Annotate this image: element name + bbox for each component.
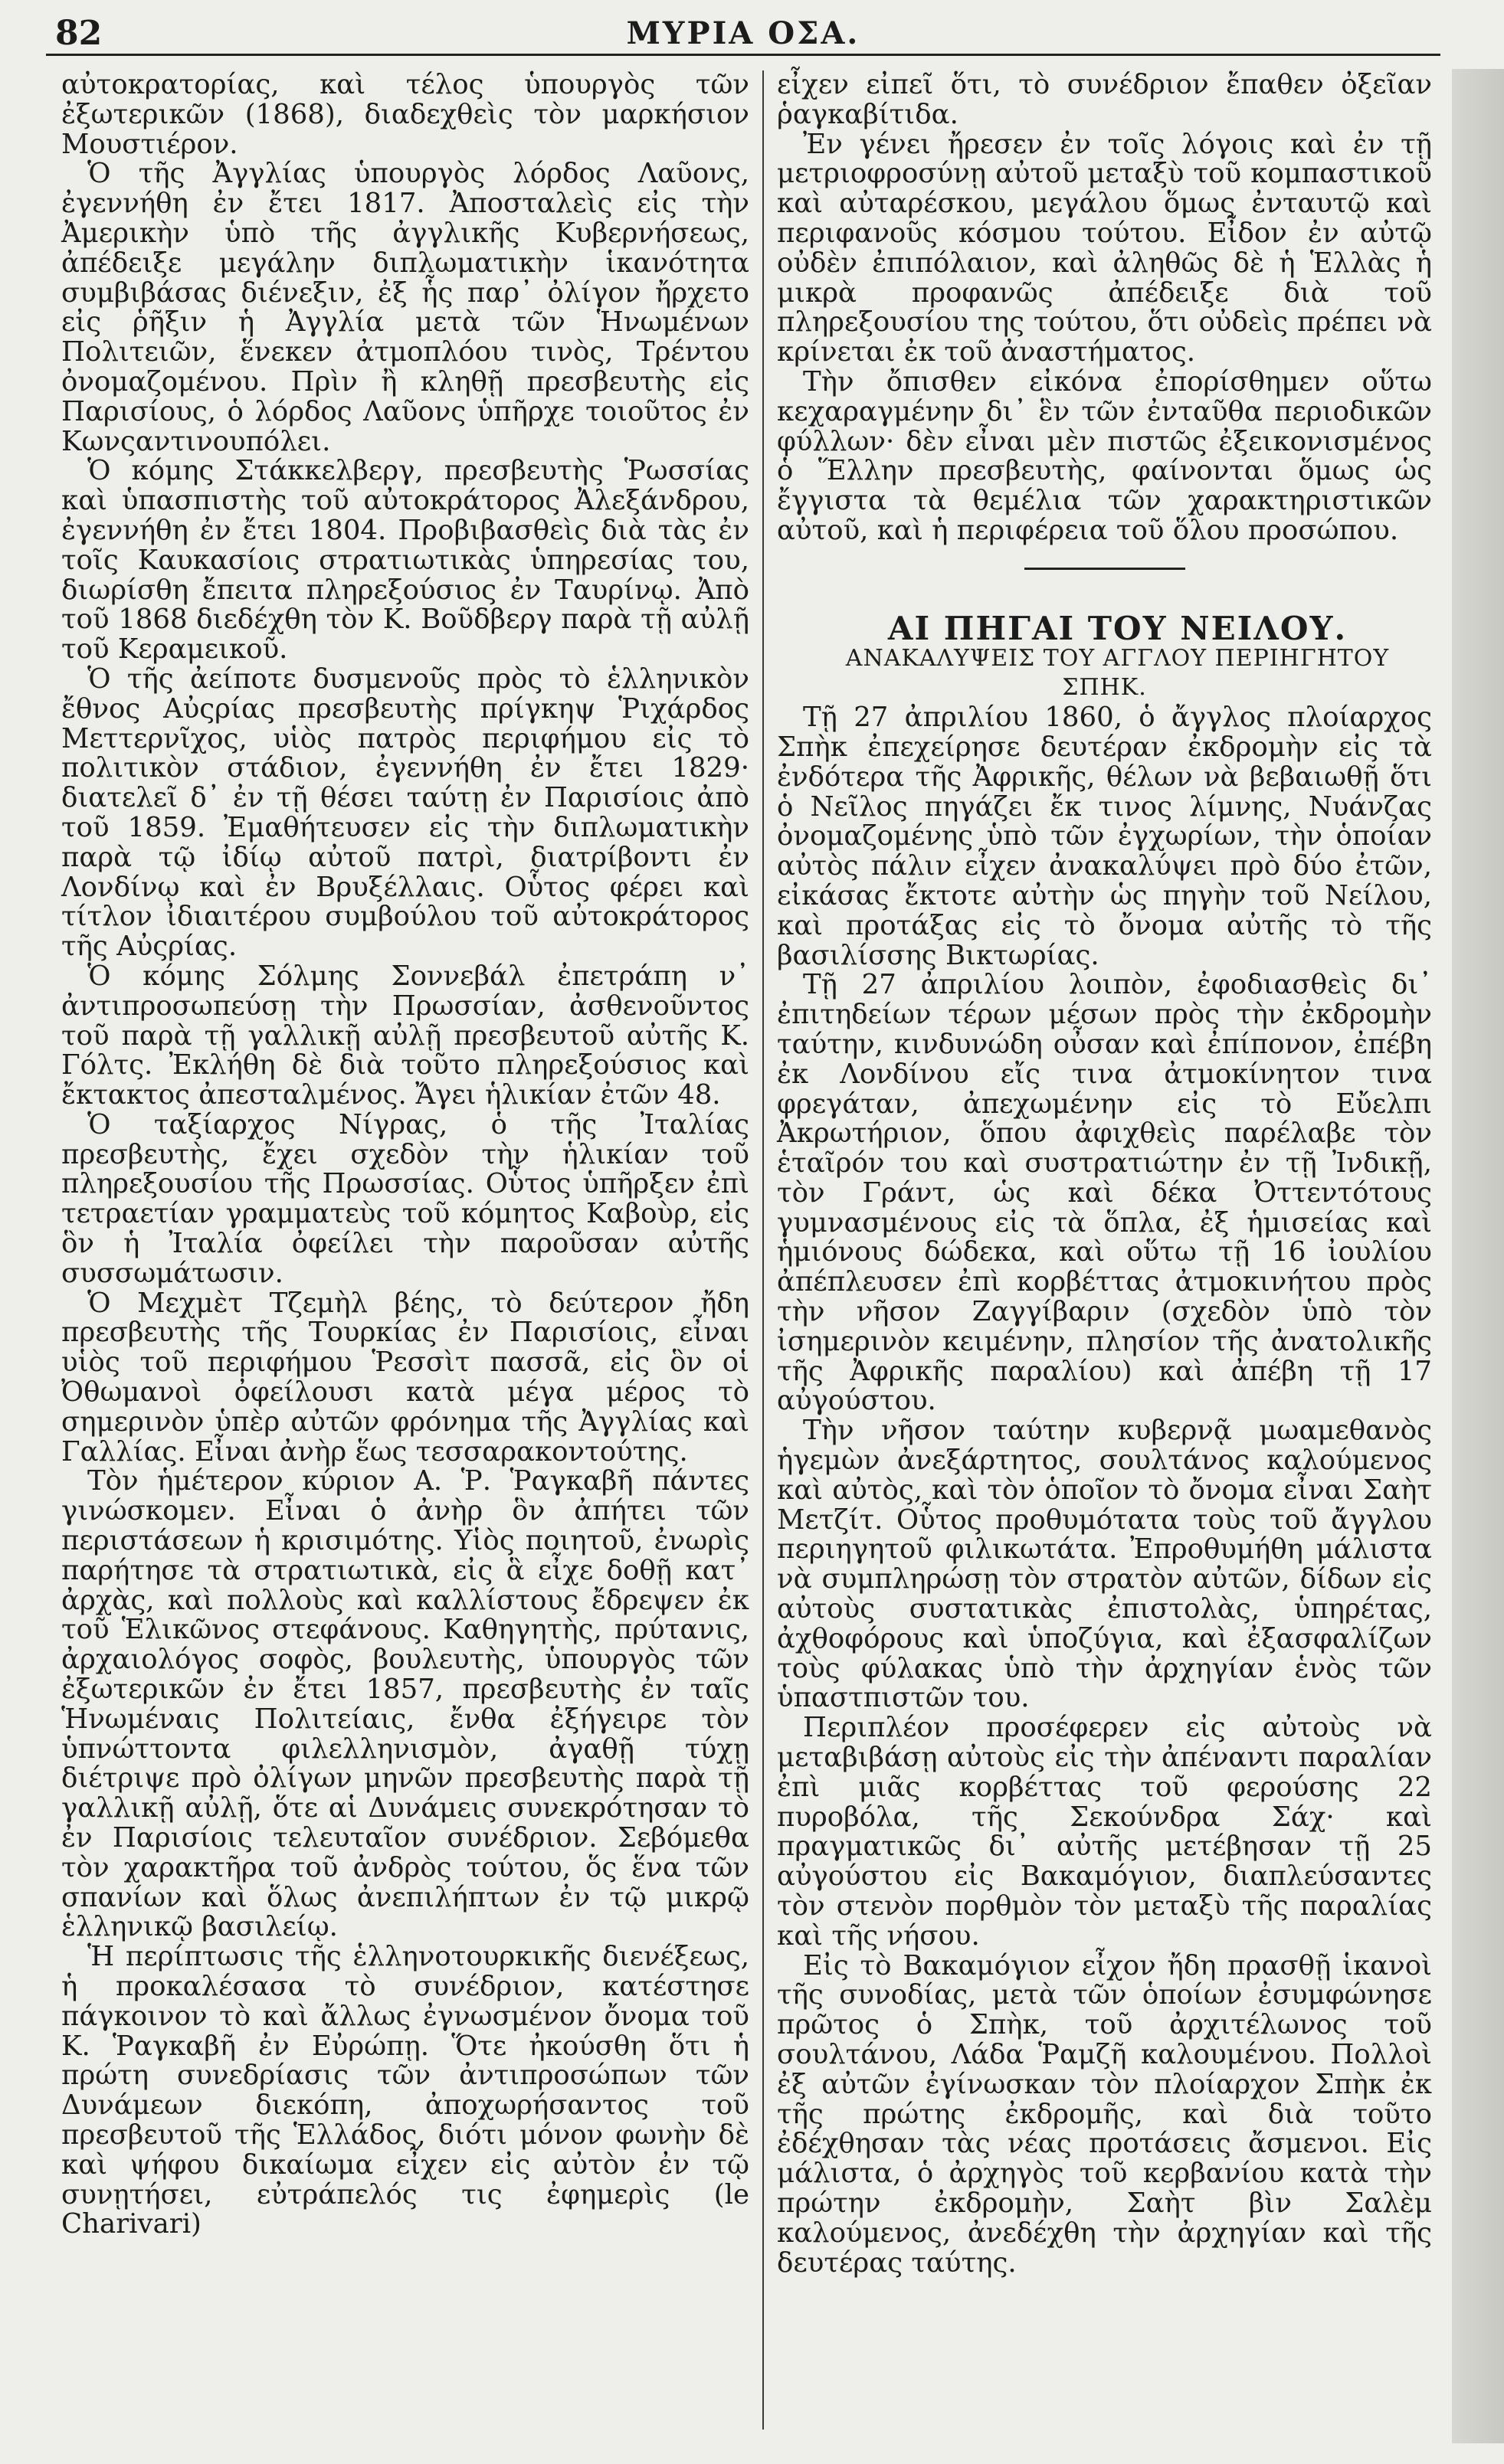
- left-column: [61, 70, 749, 2240]
- left-paragraph-5: Ὁ κόμης Σόλμης Σοννεβάλ ἐπετράπη ν᾽ ἀντιπροσωπεύσῃ τὴν Πρωσσίαν, ἀσθενοῦντος τοῦ παρὰ τῇ γαλλικῇ αὐλῇ πρεσβευτοῦ αὐτῆς Κ. Γόλτς. Ἐκλήθη δὲ διὰ τοῦτο πληρεξούσιος καὶ ἔκτακτος ἀπεσταλμένος. Ἄγει ἡλικίαν ἐτῶν 48.: [61, 960, 749, 1111]
- running-title: ΜΥΡΙΑ ΟΣΑ.: [626, 15, 860, 51]
- left-paragraph-2: Ὁ τῆς Ἀγγλίας ὑπουργὸς λόρδος Λαῦονς, ἐγεννήθη ἐν ἔτει 1817. Ἀποσταλεὶς εἰς τὴν Ἀμερικὴν ὑπὸ τῆς ἀγγλικῆς Κυβερνήσεως, ἀπέδειξε μεγάλην διπλωματικὴν ἱκανότητα συμβιβάσας διένεξιν, ἐξ ἧς παρ᾽ ὀλίγον ἤρχετο εἰς ῥῆξιν ἡ Ἀγγλία μετὰ τῶν Ἡνωμένων Πολιτειῶν, ἕνεκεν ἀτμοπλόου τινὸς, Τρέντου ὀνομαζομένου. Πρὶν ἢ κληθῇ πρεσβευτὴς εἰς Παρισίους, ὁ λόρδος Λαῦονς ὑπῆρχε τοιοῦτος ἐν Κωνςαντινουπόλει.: [61, 158, 749, 457]
- left-paragraph-6: Ὁ ταξίαρχος Νίγρας, ὁ τῆς Ἰταλίας πρεσβευτὴς, ἔχει σχεδὸν τὴν ἡλικίαν τοῦ πληρεξουσίου τῆς Πρωσσίας. Οὗτος ὑπῆρξεν ἐπὶ τετραετίαν γραμματεὺς τοῦ κόμητος Καβοὺρ, εἰς ὃν ἡ Ἰταλία ὀφείλει τὴν παροῦσαν αὐτῆς συσσωμάτωσιν.: [61, 1108, 749, 1289]
- section-rule: [1024, 568, 1185, 570]
- left-paragraph-7: Ὁ Μεχμὲτ Τζεμὴλ βέης, τὸ δεύτερον ἤδη πρεσβευτὴς τῆς Τουρκίας ἐν Παρισίοις, εἶναι υἱὸς τοῦ περιφήμου Ῥεσσὶτ πασσᾶ, εἰς ὃν οἱ Ὀθωμανοὶ ὀφείλουσι κατὰ μέγα μέρος τὸ σημερινὸν ὑπὲρ αὐτῶν φρόνημα τῆς Ἀγγλίας καὶ Γαλλίας. Εἶναι ἀνὴρ ἕως τεσσαρακοντούτης.: [61, 1287, 749, 1468]
- adjacent-page-edge: [1452, 69, 1504, 2443]
- left-paragraph-3: Ὁ κόμης Στάκκελβεργ, πρεσβευτὴς Ῥωσσίας καὶ ὑπασπιστὴς τοῦ αὐτοκράτορος Ἀλεξάνδρου, ἐγεννήθη ἐν ἔτει 1804. Προβιβασθεὶς διὰ τὰς ἐν τοῖς Καυκασίοις στρατιωτικὰς ὑπηρεσίας του, διωρίσθη ἔπειτα πληρεξούσιος ἐν Ταυρίνῳ. Ἀπὸ τοῦ 1868 διεδέχθη τὸν Κ. Βοῦδβεργ παρὰ τῇ αὐλῇ τοῦ Κεραμεικοῦ.: [61, 455, 749, 666]
- right-column: [777, 70, 1432, 2278]
- right-paragraph-3: Τὴν ὄπισθεν εἰκόνα ἐπορίσθημεν οὕτω κεχαραγμένην δι᾽ ἓν τῶν ἐνταῦθα περιοδικῶν φύλλων· δὲν εἶναι μὲν πιστῶς ἐξεικονισμένος ὁ Ἕλλην πρεσβευτὴς, φαίνονται ὅμως ὡς ἔγγιστα τὰ θεμέλια τῶν χαρακτηριστικῶν αὐτοῦ, καὶ ἡ περιφέρεια τοῦ ὅλου προσώπου.: [777, 365, 1432, 546]
- left-paragraph-9: Ἡ περίπτωσις τῆς ἑλληνοτουρκικῆς διενέξεως, ἡ προκαλέσασα τὸ συνέδριον, κατέστησε πάγκοινον τὸ καὶ ἄλλως ἐγνωσμένον ὄνομα τοῦ Κ. Ῥαγκαβῆ ἐν Εὐρώπῃ. Ὅτε ἠκούσθη ὅτι ἡ πρώτη συνεδρίασις τῶν ἀντιπροσώπων τῶν Δυνάμεων διεκόπη, ἀποχωρήσαντος τοῦ πρεσβευτοῦ τῆς Ἑλλάδος, διότι μόνον φωνὴν δὲ καὶ ψήφου δικαίωμα εἶχεν εἰς αὐτὸν ἐν τῷ συνῃτήσει, εὐτράπελός τις ἐφημερὶς (le Charivari): [61, 1941, 749, 2240]
- article-title: ΑΙ ΠΗΓΑΙ ΤΟΥ ΝΕΙΛΟΥ.: [887, 609, 1348, 647]
- column-divider: [762, 70, 764, 2430]
- left-paragraph-1: αὐτοκρατορίας, καὶ τέλος ὑπουργὸς τῶν ἐξωτερικῶν (1868), διαδεχθεὶς τὸν μαρκήσιον Μουστιέρον.: [61, 69, 749, 160]
- right-paragraph-1: εἶχεν εἰπεῖ ὅτι, τὸ συνέδριον ἔπαθεν ὀξεῖαν ῥαγκαβίτιδα.: [777, 69, 1432, 130]
- article-paragraph-4: Περιπλέον προσέφερεν εἰς αὐτοὺς νὰ μεταβιβάσῃ αὐτοὺς εἰς τὴν ἀπέναντι παραλίαν ἐπὶ μιᾶς κορβέττας τοῦ φερούσης 22 πυροβόλα, τῆς Σεκούνδρα Σάχ· καὶ πραγματικῶς δι᾽ αὐτῆς μετέβησαν τῇ 25 αὐγούστου εἰς Βακαμόγιον, διαπλεύσαντες τὸν στενὸν πορθμὸν τὸν μεταξὺ τῆς παραλίας καὶ τῆς νήσου.: [777, 1712, 1432, 1952]
- article-paragraph-1: Τῇ 27 ἀπριλίου 1860, ὁ ἄγγλος πλοίαρχος Σπὴκ ἐπεχείρησε δευτέραν ἐκδρομὴν εἰς τὰ ἐνδότερα τῆς Ἀφρικῆς, θέλων νὰ βεβαιωθῇ ὅτι ὁ Νεῖλος πηγάζει ἔκ τινος λίμνης, Νυάνζας ὀνομαζομένης ὑπὸ τῶν ἐγχωρίων, τὴν ὁποίαν αὐτὸς πάλιν εἶχεν ἀνακαλύψει πρὸ δύο ἐτῶν, εἰκάσας ἔκτοτε αὐτὴν ὡς πηγὴν τοῦ Νείλου, καὶ προτάξας εἰς τὸ ὄνομα αὐτῆς τὸ τῆς βασιλίσσης Βικτωρίας.: [777, 702, 1432, 971]
- page-header: [46, 12, 1440, 56]
- page-number: 82: [55, 14, 103, 53]
- left-paragraph-8: Τὸν ἡμέτερον κύριον Α. Ῥ. Ῥαγκαβῆ πάντες γινώσκομεν. Εἶναι ὁ ἀνὴρ ὃν ἀπήτει τῶν περιστάσεων ἡ κρισιμότης. Υἱὸς ποιητοῦ, ἐνωρὶς παρήτησε τὰ στρατιωτικὰ, εἰς ἃ εἶχε δοθῇ κατ᾽ ἀρχὰς, καὶ πολλοὺς καὶ καλλίστους ἔδρεψεν ἐκ τοῦ Ἑλικῶνος στεφάνους. Καθηγητὴς, πρύτανις, ἀρχαιολόγος σοφὸς, βουλευτὴς, ὑπουργὸς τῶν ἐξωτερικῶν ἐν ἔτει 1857, πρεσβευτὴς ἐν ταῖς Ἡνωμέναις Πολιτείαις, ἔνθα ἐξήγειρε τὸν ὑπνώττοντα φιλελληνισμὸν, ἀγαθῇ τύχῃ διέτριψε πρὸ ὀλίγων μηνῶν πρεσβευτὴς παρὰ τῇ γαλλικῇ αὐλῇ, ὅτε αἱ Δυνάμεις συνεκρότησαν τὸ ἐν Παρισίοις τελευταῖον συνέδριον. Σεβόμεθα τὸν χαρακτῆρα τοῦ ἀνδρὸς τούτου, ὅς ἕνα τῶν σπανίων καὶ ὅλως ἀνεπιλήπτων ἐν τῷ μικρῷ ἑλληνικῷ βασιλείῳ.: [61, 1465, 749, 1943]
- article-paragraph-3: Τὴν νῆσον ταύτην κυβερνᾷ μωαμεθανὸς ἡγεμὼν ἀνεξάρτητος, σουλτάνος καλούμενος καὶ αὐτὸς, καὶ τὸν ὁποῖον τὸ ὄνομα εἶναι Σαὴτ Μετζίτ. Οὗτος προθυμότατα τοὺς τοῦ ἄγγλου περιηγητοῦ φιλικωτάτα. Ἐπροθυμήθη μάλιστα νὰ συμπληρώσῃ τὸν στρατὸν αὐτῶν, δίδων εἰς αὐτοὺς συστατικὰς ἐπιστολὰς, ὑπηρέτας, ἀχθοφόρους καὶ ὑποζύγια, καὶ ἐξασφαλίζων τοὺς φύλακας ὑπὸ τὴν ἀρχηγίαν ἑνὸς τῶν ὑπαστπιστῶν του.: [777, 1415, 1432, 1714]
- left-paragraph-4: Ὁ τῆς ἀείποτε δυσμενοῦς πρὸς τὸ ἑλληνικὸν ἔθνος Αὐςρίας πρεσβευτὴς πρίγκηψ Ῥιχάρδος Μεττερνῖχος, υἱὸς πατρὸς περιφήμου εἰς τὸ πολιτικὸν στάδιον, ἐγεννήθη ἐν ἔτει 1829· διατελεῖ δ᾽ ἐν τῇ θέσει ταύτῃ ἐν Παρισίοις ἀπὸ τοῦ 1859. Ἐμαθήτευσεν εἰς τὴν διπλωματικὴν παρὰ τῷ ἰδίῳ αὐτοῦ πατρὶ, διατρίβοντι ἐν Λονδίνῳ καὶ ἐν Βρυξέλλαις. Οὗτος φέρει καὶ τίτλον ἰδιαιτέρου συμβούλου τοῦ αὐτοκράτορος τῆς Αὐςρίας.: [61, 663, 749, 963]
- article-paragraph-5: Εἰς τὸ Βακαμόγιον εἶχον ἤδη πρασθῇ ἱκανοὶ τῆς συνοδίας, μετὰ τῶν ὁποίων ἐσυμφώνησε πρῶτος ὁ Σπὴκ, τοῦ ἀρχιτέλωνος τοῦ σουλτάνου, Λάδα Ῥαμζῆ καλουμένου. Πολλοὶ ἐξ αὐτῶν ἐγίνωσκαν τὸν πλοίαρχον Σπὴκ ἐκ τῆς πρώτης ἐκδρομῆς, καὶ διὰ τοῦτο ἐδέχθησαν τὰς νέας προτάσεις ἄσμενοι. Εἰς μάλιστα, ὁ ἀρχηγὸς τοῦ κερβανίου κατὰ τὴν πρώτην ἐκδρομὴν, Σαὴτ βὶν Σαλὲμ καλούμενος, ἀνεδέχθη τὴν ἀρχηγίαν καὶ τῆς δευτέρας ταύτης.: [777, 1949, 1432, 2279]
- right-paragraph-2: Ἐν γένει ἤρεσεν ἐν τοῖς λόγοις καὶ ἐν τῇ μετριοφροσύνῃ αὐτοῦ μεταξὺ τοῦ κομπαστικοῦ καὶ αὐταρέσκου, μεγάλου ὅμως ἐνταυτῷ καὶ περιφανοῦς κόσμου τούτου. Εἶδον ἐν αὐτῷ οὐδὲν ἐπιπόλαιον, καὶ ἀληθῶς δὲ ἡ Ἑλλὰς ἡ μικρὰ προφανῶς ἀπέδειξε διὰ τοῦ πληρεξουσίου της τούτου, ὅτι οὐδεὶς πρέπει νὰ κρίνεται ἐκ τοῦ ἀναστήματος.: [777, 128, 1432, 368]
- article-subtitle: ΑΝΑΚΑΛΥΨΕΙΣ ΤΟΥ ΑΓΓΛΟΥ ΠΕΡΙΗΓΗΤΟΥ ΣΠΗΚ.: [845, 644, 1390, 702]
- article-paragraph-2: Τῇ 27 ἀπριλίου λοιπὸν, ἐφοδιασθεὶς δι᾽ ἐπιτηδείων τέρων μέσων πρὸς τὴν ἐκδρομὴν ταύτην, κινδυνώδη οὖσαν καὶ ἐπίπονον, ἐπέβη ἐκ Λονδίνου εἴς τινα ἀτμοκίνητον τινα φρεγάταν, ἀπεχωμένην εἰς τὸ Εὔελπι Ἀκρωτήριον, ὅπου ἀφιχθεὶς παρέλαβε τὸν ἑταῖρόν του καὶ συστρατιώτην ἐν τῇ Ἰνδικῇ, τὸν Γράντ, ὡς καὶ δέκα Ὀττεντότους γυμνασμένους εἰς τὰ ὅπλα, ἐξ ἡμισείας καὶ ἡμιόνους δώδεκα, καὶ οὕτω τῇ 16 ἰουλίου ἀπέπλευσεν ἐπὶ κορβέττας ἀτμοκινήτου πρὸς τὴν νῆσον Ζαγγίβαριν (σχεδὸν ὑπὸ τὸν ἰσημερινὸν κειμένην, πλησίον τῆς ἀνατολικῆς τῆς Ἀφρικῆς παραλίου) καὶ ἀπέβη τῇ 17 αὐγούστου.: [777, 969, 1432, 1417]
